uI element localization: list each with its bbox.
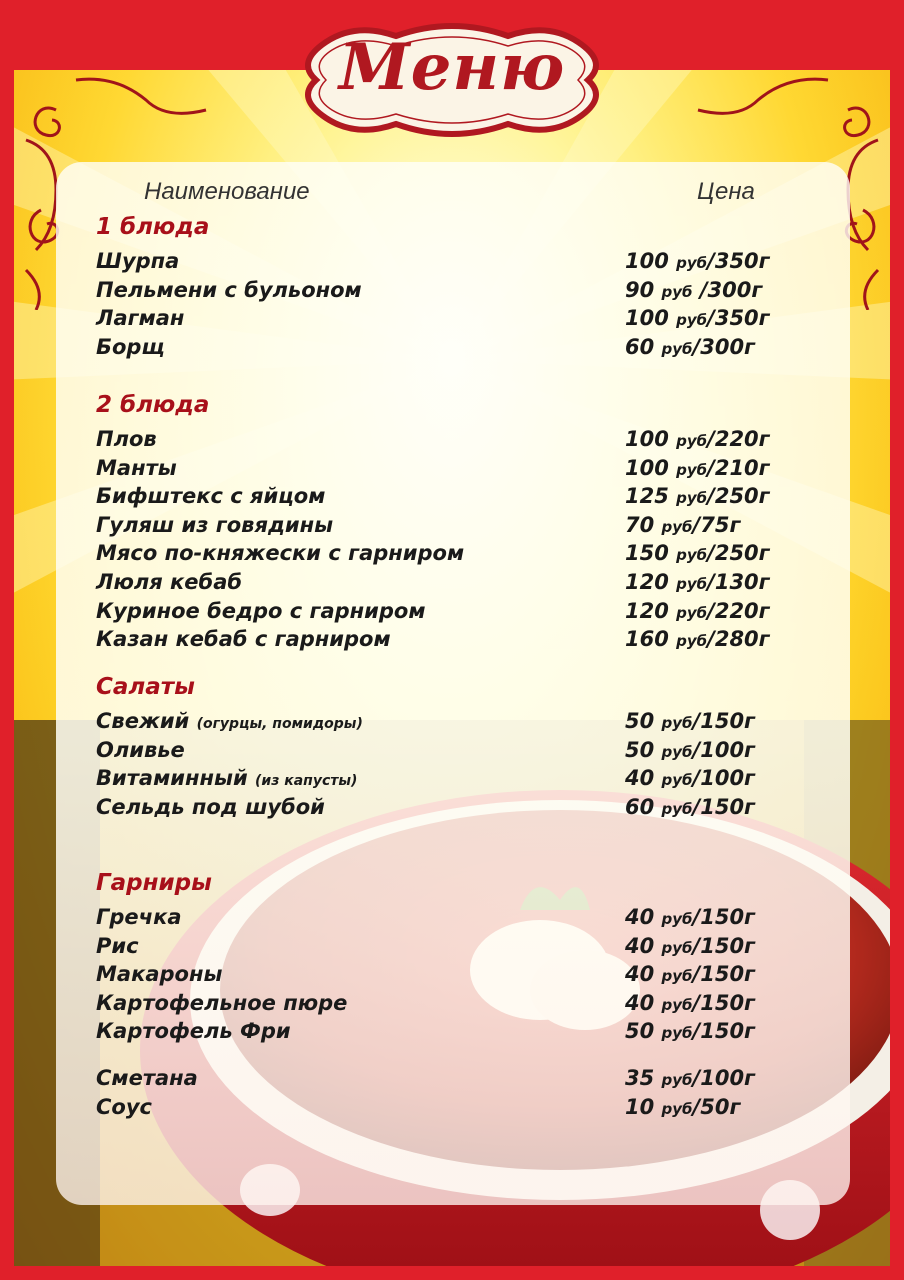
dish-name: Макароны bbox=[96, 962, 223, 987]
menu-item-price bbox=[625, 541, 770, 565]
menu-item-name bbox=[96, 738, 185, 762]
portion-weight: /350г bbox=[707, 306, 770, 331]
dish-name: Гречка bbox=[96, 905, 182, 929]
price-currency: руб bbox=[661, 771, 693, 790]
dish-name: Картофель Фри bbox=[96, 1019, 291, 1044]
price-value: 50 bbox=[625, 737, 655, 762]
menu-item-price bbox=[625, 1095, 740, 1119]
price-currency: руб bbox=[676, 311, 708, 330]
price-currency: руб bbox=[661, 1099, 693, 1118]
menu-item-name bbox=[96, 278, 362, 302]
menu-item-price bbox=[625, 570, 770, 594]
price-currency: руб bbox=[661, 799, 693, 818]
dish-name: Картофельное пюре bbox=[96, 990, 348, 1015]
menu-item-name bbox=[96, 249, 179, 273]
portion-weight: /150г bbox=[692, 709, 756, 733]
dish-name: Витаминный bbox=[96, 766, 248, 791]
price-currency: руб bbox=[676, 460, 708, 479]
menu-item-price bbox=[625, 484, 770, 508]
dish-name: Борщ bbox=[96, 334, 165, 359]
menu-item-price bbox=[625, 1019, 755, 1043]
price-value: 100 bbox=[625, 455, 669, 480]
price-value: 40 bbox=[625, 933, 655, 958]
price-value: 120 bbox=[625, 598, 669, 623]
dish-name: Люля кебаб bbox=[96, 570, 243, 594]
menu-item bbox=[96, 1095, 796, 1123]
menu-item-price bbox=[625, 1066, 755, 1090]
price-currency: руб bbox=[661, 714, 693, 732]
portion-weight: /210г bbox=[707, 455, 770, 480]
menu-item bbox=[96, 1066, 796, 1094]
section-title: 1 блюда bbox=[96, 214, 210, 240]
price-value: 125 bbox=[625, 484, 669, 509]
menu-item bbox=[96, 627, 796, 655]
menu-item bbox=[96, 795, 796, 823]
menu-item-name bbox=[96, 962, 222, 986]
portion-weight: /280г bbox=[707, 627, 770, 652]
menu-item bbox=[96, 934, 796, 962]
price-value: 40 bbox=[625, 905, 655, 929]
menu-item-name bbox=[96, 795, 325, 819]
price-value: 60 bbox=[625, 794, 655, 819]
menu-item-name bbox=[96, 456, 177, 480]
price-value: 40 bbox=[625, 766, 655, 791]
menu-item-name bbox=[96, 905, 182, 929]
portion-weight: /150г bbox=[692, 962, 756, 987]
price-currency: руб bbox=[676, 546, 708, 565]
menu-item bbox=[96, 905, 796, 933]
menu-item-name bbox=[96, 599, 426, 623]
dish-name: Сельдь под шубой bbox=[96, 794, 325, 819]
dish-name: Куриное бедро с гарниром bbox=[96, 598, 426, 623]
menu-item-price bbox=[625, 962, 755, 986]
price-currency: руб bbox=[676, 632, 708, 651]
price-currency: руб bbox=[676, 432, 708, 450]
portion-weight: /220г bbox=[707, 427, 770, 451]
portion-weight: /100г bbox=[692, 737, 756, 762]
menu-item-name bbox=[96, 541, 464, 565]
dish-note: (огурцы, помидоры) bbox=[196, 716, 363, 732]
menu-item-price bbox=[625, 306, 770, 330]
dish-name: Гуляш из говядины bbox=[96, 512, 334, 537]
menu-item bbox=[96, 456, 796, 484]
price-currency: руб bbox=[676, 575, 708, 593]
menu-item-price bbox=[625, 627, 770, 651]
price-value: 35 bbox=[625, 1066, 655, 1090]
menu-item-price bbox=[625, 766, 755, 790]
portion-weight: /250г bbox=[707, 484, 770, 509]
dish-name: Пельмени с бульоном bbox=[96, 277, 362, 302]
menu-item-price bbox=[625, 427, 770, 451]
menu-item bbox=[96, 570, 796, 598]
menu-item-price bbox=[625, 934, 755, 958]
price-currency: руб bbox=[661, 938, 693, 957]
portion-weight: /300г bbox=[692, 334, 756, 359]
menu-item-name bbox=[96, 627, 391, 651]
menu-item-price bbox=[625, 991, 755, 1015]
price-value: 100 bbox=[625, 249, 669, 273]
menu-item-price bbox=[625, 335, 755, 359]
price-value: 70 bbox=[625, 512, 655, 537]
dish-name: Манты bbox=[96, 455, 177, 480]
price-value: 90 bbox=[625, 277, 655, 302]
column-header-name: Наименование bbox=[144, 178, 310, 205]
price-value: 10 bbox=[625, 1094, 655, 1119]
portion-weight: /75г bbox=[692, 512, 741, 537]
menu-item-name bbox=[96, 1019, 291, 1043]
menu-item-name bbox=[96, 1095, 152, 1119]
price-currency: руб bbox=[676, 489, 708, 508]
menu-item bbox=[96, 484, 796, 512]
portion-weight: /150г bbox=[692, 933, 756, 958]
menu-item-price bbox=[625, 599, 770, 623]
portion-weight: /100г bbox=[692, 766, 756, 791]
portion-weight: /150г bbox=[692, 990, 756, 1015]
menu-item bbox=[96, 709, 796, 737]
menu-item-price bbox=[625, 738, 755, 762]
menu-item bbox=[96, 599, 796, 627]
portion-weight: /150г bbox=[692, 1019, 756, 1044]
price-value: 150 bbox=[625, 541, 669, 566]
price-value: 50 bbox=[625, 709, 655, 733]
menu-item-price bbox=[625, 456, 770, 480]
menu-item-price bbox=[625, 513, 740, 537]
dish-name: Оливье bbox=[96, 737, 185, 762]
price-value: 40 bbox=[625, 962, 655, 987]
portion-weight: /300г bbox=[692, 277, 763, 302]
price-value: 100 bbox=[625, 306, 669, 331]
dish-name: Бифштекс с яйцом bbox=[96, 484, 326, 509]
dish-name: Сметана bbox=[96, 1066, 198, 1090]
menu-item-price bbox=[625, 278, 762, 302]
price-value: 160 bbox=[625, 627, 669, 652]
price-value: 100 bbox=[625, 427, 669, 451]
price-value: 50 bbox=[625, 1019, 655, 1044]
menu-item bbox=[96, 738, 796, 766]
menu-item-price bbox=[625, 249, 770, 273]
price-currency: руб bbox=[661, 517, 693, 536]
price-currency: руб bbox=[661, 1024, 693, 1043]
menu-item bbox=[96, 1019, 796, 1047]
menu-item bbox=[96, 249, 796, 277]
portion-weight: /150г bbox=[692, 794, 756, 819]
price-currency: руб bbox=[661, 995, 693, 1014]
menu-item-name bbox=[96, 991, 347, 1015]
price-currency: руб bbox=[676, 603, 708, 622]
menu-item-name bbox=[96, 1066, 198, 1090]
dish-name: Шурпа bbox=[96, 249, 180, 273]
menu-item-name bbox=[96, 427, 157, 451]
price-value: 40 bbox=[625, 990, 655, 1015]
price-currency: руб bbox=[676, 254, 708, 272]
menu-item bbox=[96, 766, 796, 794]
menu-item bbox=[96, 991, 796, 1019]
price-currency: руб bbox=[661, 282, 693, 301]
section-title: Гарниры bbox=[96, 870, 212, 896]
portion-weight: /150г bbox=[692, 905, 756, 929]
portion-weight: /350г bbox=[707, 249, 770, 273]
menu-item bbox=[96, 335, 796, 363]
dish-name: Свежий bbox=[96, 709, 190, 733]
dish-note: (из капусты) bbox=[254, 773, 358, 790]
column-header-price: Цена bbox=[697, 178, 755, 205]
portion-weight: /130г bbox=[707, 570, 770, 594]
page-title: Меню bbox=[338, 30, 566, 105]
section-title: Салаты bbox=[96, 674, 195, 700]
menu-item bbox=[96, 427, 796, 455]
menu-item-name bbox=[96, 709, 363, 733]
portion-weight: /100г bbox=[692, 1066, 756, 1090]
section-title: 2 блюда bbox=[96, 392, 210, 418]
menu-item bbox=[96, 306, 796, 334]
menu-item-name bbox=[96, 335, 165, 359]
dish-name: Мясо по-княжески с гарниром bbox=[96, 541, 465, 566]
menu-item-name bbox=[96, 484, 325, 508]
menu-item-price bbox=[625, 709, 755, 733]
price-currency: руб bbox=[661, 1071, 693, 1089]
price-currency: руб bbox=[661, 339, 693, 358]
menu-item bbox=[96, 962, 796, 990]
price-currency: руб bbox=[661, 742, 693, 761]
dish-name: Рис bbox=[96, 933, 139, 958]
menu-item bbox=[96, 513, 796, 541]
price-value: 60 bbox=[625, 334, 655, 359]
portion-weight: /250г bbox=[707, 541, 770, 566]
price-currency: руб bbox=[661, 967, 693, 986]
dish-name: Соус bbox=[96, 1094, 152, 1119]
menu-item bbox=[96, 541, 796, 569]
portion-weight: /50г bbox=[692, 1094, 741, 1119]
menu-item bbox=[96, 278, 796, 306]
menu-item-name bbox=[96, 570, 242, 594]
menu-item-name bbox=[96, 306, 184, 330]
menu-item-price bbox=[625, 795, 755, 819]
dish-name: Казан кебаб с гарниром bbox=[96, 627, 391, 652]
price-value: 120 bbox=[625, 570, 669, 594]
menu-item-name bbox=[96, 513, 333, 537]
dish-name: Лагман bbox=[96, 306, 185, 331]
dish-name: Плов bbox=[96, 427, 157, 451]
menu-item-price bbox=[625, 905, 755, 929]
price-currency: руб bbox=[661, 910, 693, 928]
portion-weight: /220г bbox=[707, 598, 770, 623]
menu-item-name bbox=[96, 934, 139, 958]
menu-item-name bbox=[96, 766, 357, 790]
